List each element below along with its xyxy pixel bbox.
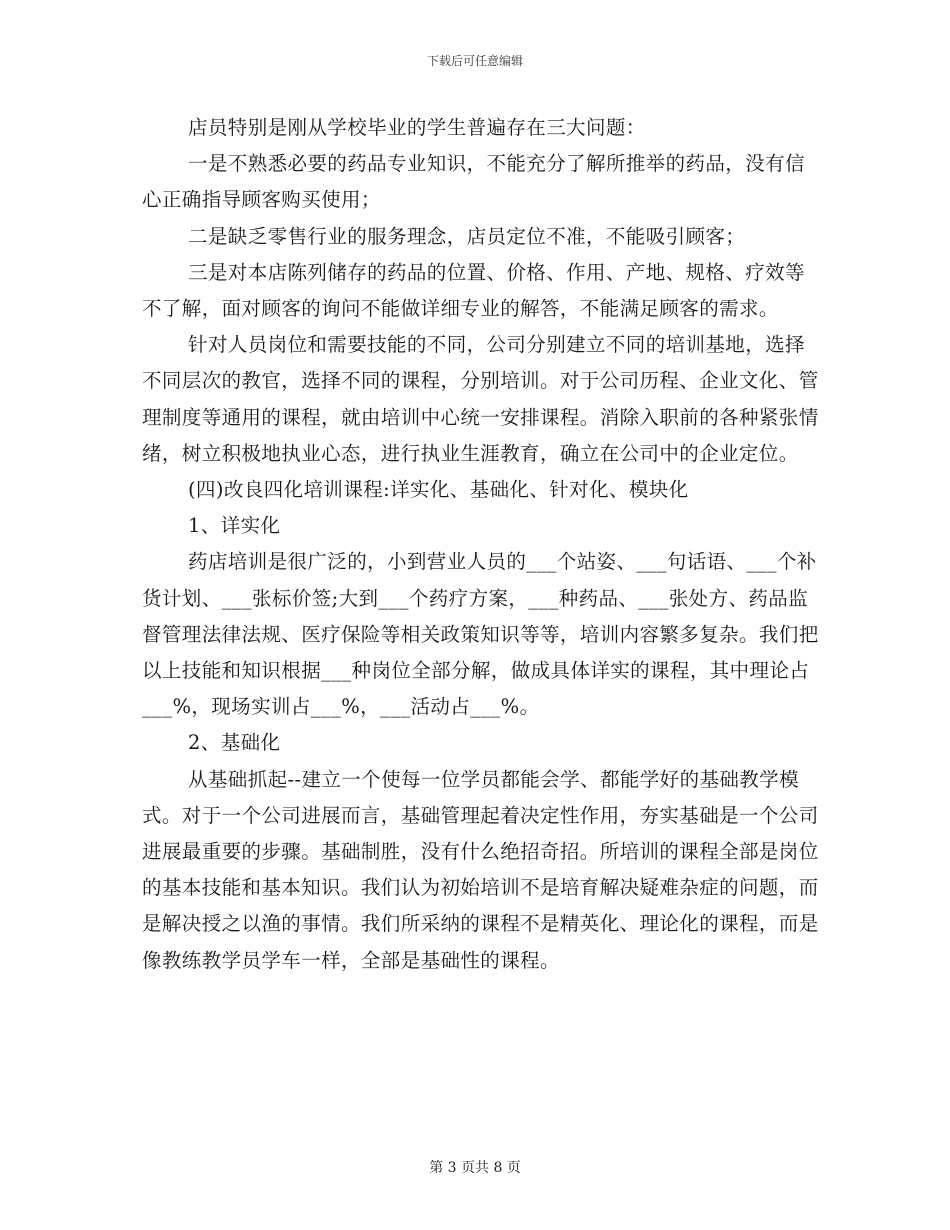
subheading-detailed: 1、详实化 bbox=[188, 514, 281, 538]
page-header: 下载后可任意编辑 bbox=[426, 54, 523, 68]
paragraph-problem-3: 三是对本店陈列储存的药品的位置、价格、作用、产地、规格、疗效等不了解，面对顾客的询问不能做详细专业的解答，不能满足顾客的需求。 bbox=[142, 260, 805, 321]
document-body bbox=[142, 110, 822, 979]
paragraph-basic: 从基础抓起--建立一个使每一位学员都能会学、都能学好的基础教学模式。对于一个公司进展而言，基础管理起着决定性作用，夯实基础是一个公司进展最重要的步骤。基础制胜，没有什么绝招奇招。所培训的课程全部是岗位的基本技能和基本知识。我们认为初始培训不是培育解决疑难杂症的问题，而是解决授之以渔的事情。我们所采纳的课程不是精英化、理论化的课程，而是像教练教学员学车一样，全部是基础性的课程。 bbox=[142, 767, 819, 972]
subheading-basic: 2、基础化 bbox=[188, 731, 281, 755]
section-heading-four: (四)改良四化培训课程:详实化、基础化、针对化、模块化 bbox=[188, 478, 689, 502]
paragraph-detailed: 药店培训是很广泛的，小到营业人员的___个站姿、___句话语、___个补货计划、___张标价签;大到___个药疗方案，___种药品、___张处方、药品监督管理法律法规、医疗保险等相关政策知识等等，培训内容繁多复杂。我们把以上技能和知识根据___种岗位全部分解，做成具体详实的课程，其中理论占___%，现场实训占___%，___活动占___%。 bbox=[142, 550, 819, 719]
paragraph-training-bases: 针对人员岗位和需要技能的不同，公司分别建立不同的培训基地，选择不同层次的教官，选择不同的课程，分别培训。对于公司历程、企业文化、管理制度等通用的课程，就由培训中心统一安排课程。消除入职前的各种紧张情绪，树立积极地执业心态，进行执业生涯教育，确立在公司中的企业定位。 bbox=[142, 333, 819, 465]
paragraph-intro: 店员特别是刚从学校毕业的学生普遍存在三大问题： bbox=[188, 116, 646, 139]
paragraph-problem-2: 二是缺乏零售行业的服务理念，店员定位不准，不能吸引顾客； bbox=[188, 224, 746, 248]
page-footer: 第 3 页共 8 页 bbox=[429, 1160, 521, 1176]
paragraph-problem-1: 一是不熟悉必要的药品专业知识，不能充分了解所推举的药品，没有信心正确指导顾客购买使用； bbox=[142, 152, 805, 212]
